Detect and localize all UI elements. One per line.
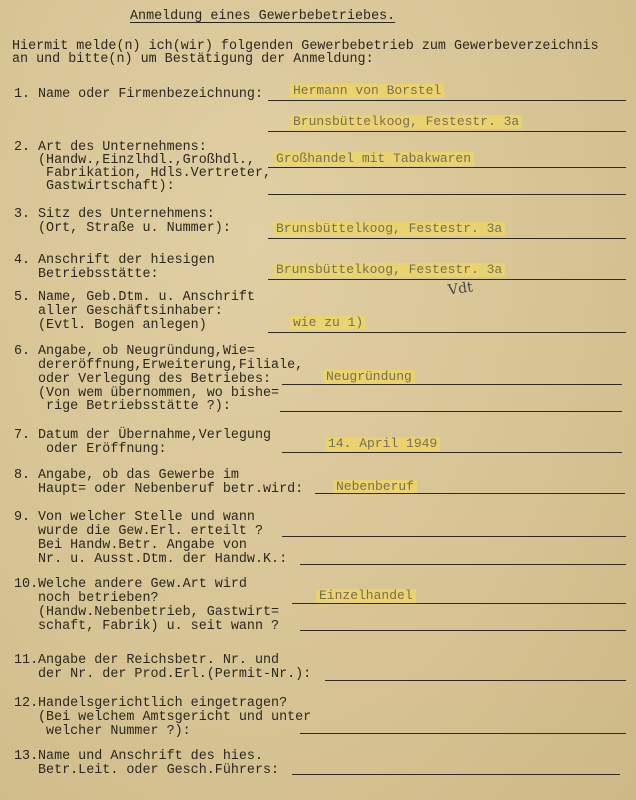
item-10-field-line-2[interactable] [300, 630, 626, 631]
item-11-number: 11. [14, 653, 39, 668]
item-2-field-line-1[interactable] [268, 167, 626, 168]
item-8-number: 8. [14, 468, 31, 483]
item-7-label: Datum der Übernahme,Verlegung [38, 428, 272, 443]
item-10-label: Welche andere Gew.Art wird [38, 577, 247, 592]
item-7-label: oder Eröffnung: [38, 442, 167, 457]
item-7-field-line[interactable] [282, 452, 622, 453]
item-1-field-line-1[interactable] [268, 100, 626, 101]
item-1-label: Name oder Firmenbezeichnung: [38, 87, 263, 102]
item-10-label: (Handw.Nebenbetrieb, Gastwirt= [38, 605, 280, 620]
item-2-number: 2. [14, 140, 31, 155]
handwritten-note: Vdt [447, 279, 474, 299]
item-1-answer-name: Hermann von Borstel [290, 84, 444, 98]
item-11-label: Angabe der Reichsbetr. Nr. und [38, 653, 280, 668]
item-5-answer: wie zu 1) [290, 316, 366, 330]
item-4-label: Anschrift der hiesigen [38, 253, 215, 268]
item-2-label: Fabrikation, Hdls.Vertreter, [38, 166, 272, 181]
item-10-number: 10. [14, 577, 39, 592]
item-3-label: (Ort, Straße u. Nummer): [38, 221, 231, 236]
item-4-number: 4. [14, 253, 31, 268]
item-8-field-line[interactable] [315, 493, 625, 494]
item-6-answer: Neugründung [323, 370, 415, 384]
item-5-label: aller Geschäftsinhaber: [38, 304, 223, 319]
item-12-label: welcher Nummer ?): [38, 724, 191, 739]
intro-line-2: an und bitte(n) um Bestätigung der Anmeldung: [12, 52, 374, 67]
item-12-label: (Bei welchem Amtsgericht und unter [38, 710, 312, 725]
item-6-label: (Von wem übernommen, wo bishe= [38, 386, 280, 401]
item-6-label: rige Betriebsstätte ?): [38, 399, 231, 414]
item-9-field-line-1[interactable] [282, 536, 626, 537]
item-4-label: Betriebsstätte: [38, 267, 159, 282]
item-9-label: Nr. u. Ausst.Dtm. der Handw.K.: [38, 552, 288, 567]
item-13-field-line[interactable] [292, 774, 620, 775]
item-13-label: Name und Anschrift des hies. [38, 749, 263, 764]
item-9-label: wurde die Gew.Erl. erteilt ? [38, 524, 263, 539]
item-9-label: Von welcher Stelle und wann [38, 510, 255, 525]
item-2-answer: Großhandel mit Tabakwaren [273, 152, 474, 166]
item-13-label: Betr.Leit. oder Gesch.Führers: [38, 763, 280, 778]
item-8-label: Angabe, ob das Gewerbe im [38, 468, 239, 483]
item-11-label: der Nr. der Prod.Erl.(Permit-Nr.): [38, 667, 312, 682]
item-11-field-line[interactable] [325, 680, 626, 681]
item-9-field-line-2[interactable] [300, 564, 626, 565]
item-8-label: Haupt= oder Nebenberuf betr.wird: [38, 482, 304, 497]
item-12-field-line[interactable] [300, 733, 626, 734]
item-6-field-line-2[interactable] [280, 411, 622, 412]
form-title: Anmeldung eines Gewerbebetriebes. [130, 9, 396, 24]
item-3-answer: Brunsbüttelkoog, Festestr. 3a [273, 222, 505, 236]
item-3-number: 3. [14, 207, 31, 222]
item-2-label: Gastwirtschaft): [38, 179, 175, 194]
item-2-label: (Handw.,Einzlhdl.,Großhdl., [38, 153, 255, 168]
item-5-label: (Evtl. Bogen anlegen) [38, 318, 207, 333]
item-13-number: 13. [14, 749, 39, 764]
item-2-label: Art des Unternehmens: [38, 140, 207, 155]
item-10-label: noch betrieben? [38, 591, 159, 606]
item-4-field-line[interactable] [268, 279, 626, 280]
item-3-field-line[interactable] [268, 238, 626, 239]
item-6-number: 6. [14, 344, 31, 359]
intro-line-1: Hiermit melde(n) ich(wir) folgenden Gewerbebetrieb zum Gewerbeverzeichnis [12, 39, 599, 54]
item-6-field-line-1[interactable] [282, 384, 622, 385]
item-10-label: schaft, Fabrik) u. seit wann ? [38, 619, 280, 634]
item-5-label: Name, Geb.Dtm. u. Anschrift [38, 290, 255, 305]
item-5-field-line[interactable] [268, 332, 626, 333]
item-12-label: Handelsgerichtlich eingetragen? [38, 696, 288, 711]
item-7-number: 7. [14, 428, 31, 443]
item-6-label: Angabe, ob Neugründung,Wie= [38, 344, 255, 359]
item-6-label: dereröffnung,Erweiterung,Filiale, [38, 358, 304, 373]
item-6-label: oder Verlegung des Betriebes: [38, 372, 272, 387]
item-10-answer: Einzelhandel [316, 589, 416, 603]
item-3-label: Sitz des Unternehmens: [38, 207, 215, 222]
item-4-answer: Brunsbüttelkoog, Festestr. 3a [273, 263, 505, 277]
item-8-answer: Nebenberuf [333, 480, 417, 494]
item-12-number: 12. [14, 696, 39, 711]
item-9-label: Bei Handw.Betr. Angabe von [38, 538, 247, 553]
item-1-number: 1. [14, 87, 31, 102]
item-2-field-line-2[interactable] [268, 194, 626, 195]
item-1-answer-address: Brunsbüttelkoog, Festestr. 3a [290, 115, 522, 129]
item-1-field-line-2[interactable] [268, 131, 626, 132]
item-7-answer: 14. April 1949 [325, 437, 440, 451]
item-5-number: 5. [14, 290, 31, 305]
item-10-field-line-1[interactable] [292, 603, 626, 604]
item-9-number: 9. [14, 510, 31, 525]
